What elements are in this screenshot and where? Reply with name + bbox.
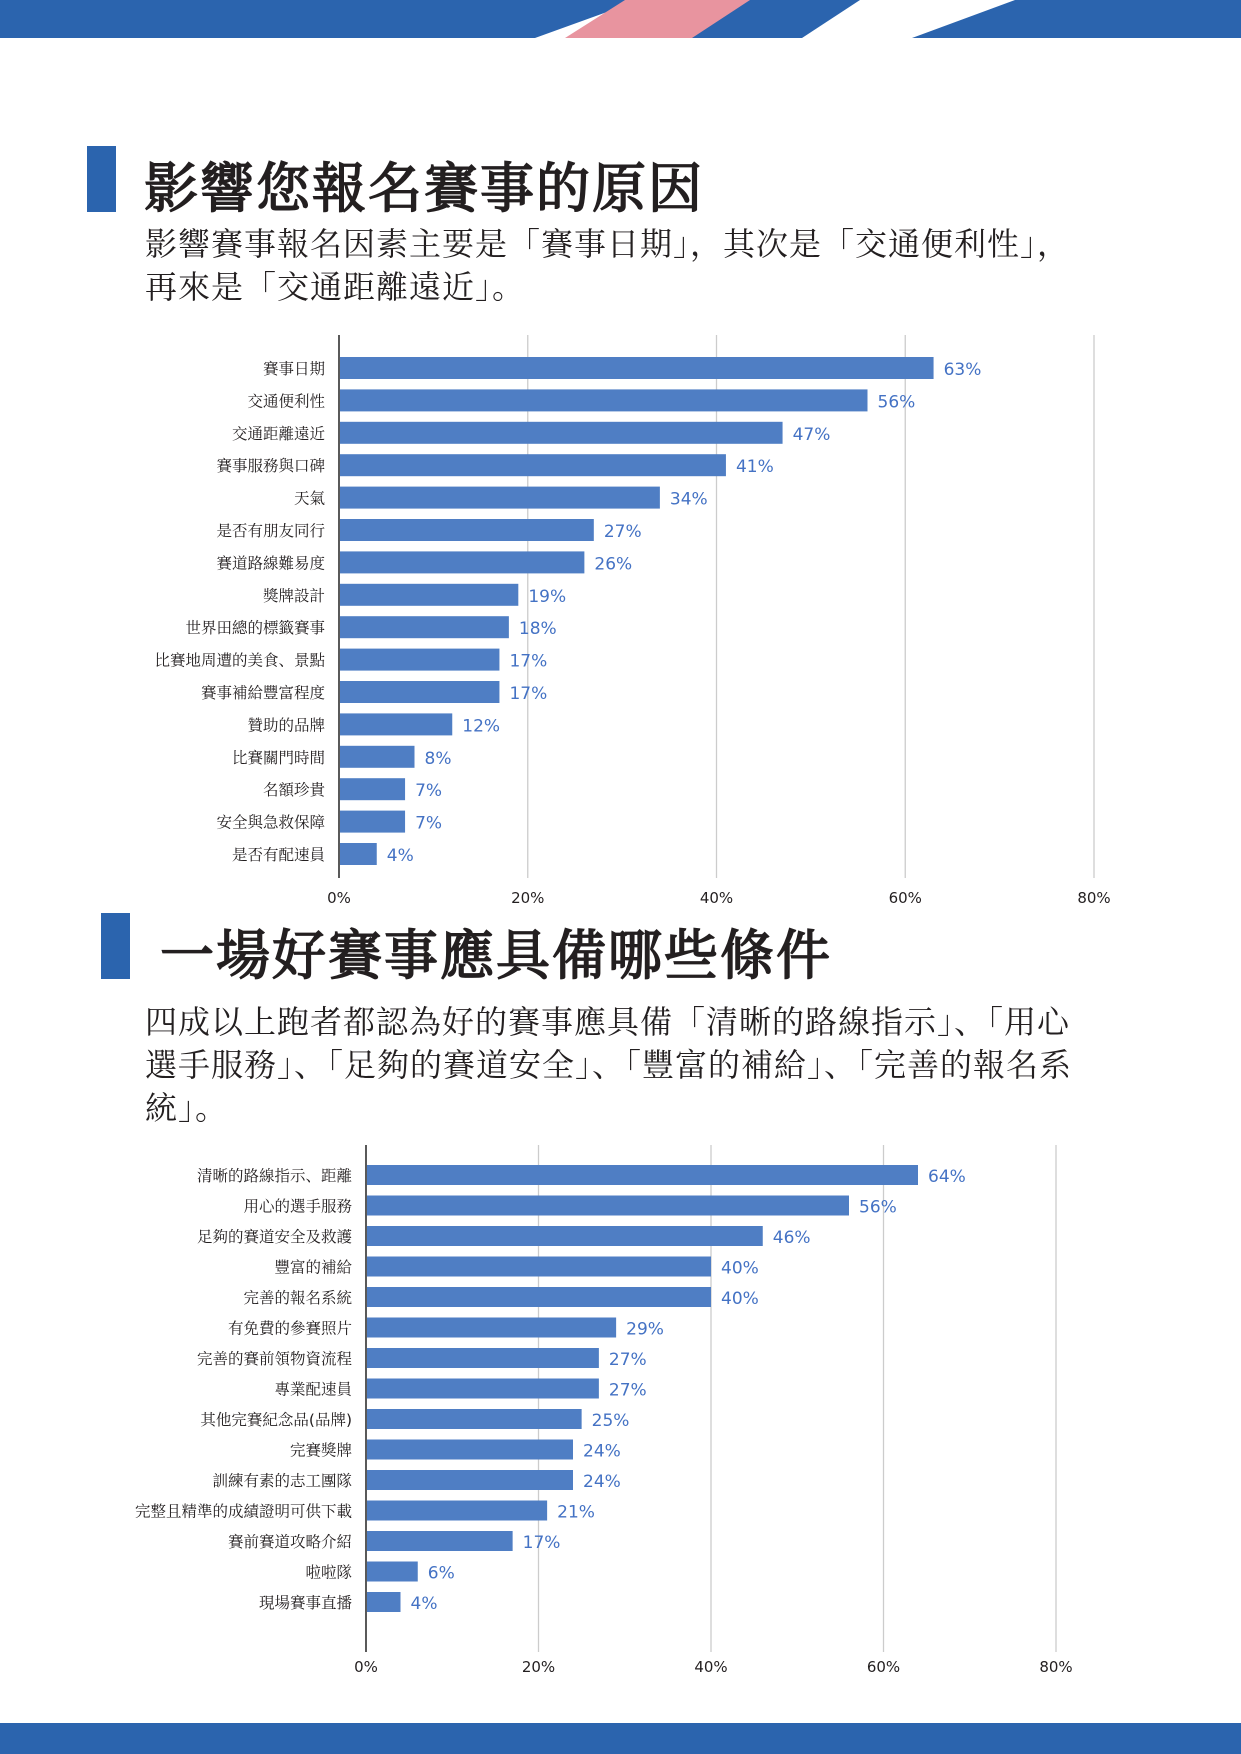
category-label: 贊助的品牌 (247, 716, 325, 735)
category-label: 安全與急救保障 (216, 813, 325, 832)
category-label: 足夠的賽道安全及救護 (196, 1228, 352, 1246)
value-label: 64% (928, 1167, 966, 1187)
category-label: 賽事補給豐富程度 (200, 684, 325, 702)
bar (340, 584, 518, 606)
bar (340, 649, 499, 671)
category-label: 賽事日期 (262, 360, 325, 378)
category-label: 賽道路線難易度 (216, 554, 325, 573)
section1-title: 影響您報名賽事的原因 (144, 157, 704, 220)
x-tick-label: 20% (511, 889, 545, 907)
x-tick-label: 20% (521, 1658, 556, 1676)
bar (340, 487, 660, 509)
category-label: 訓練有素的志工團隊 (212, 1472, 352, 1490)
value-label: 7% (415, 813, 443, 834)
category-label: 豐富的補給 (274, 1258, 352, 1277)
bar (340, 422, 783, 444)
bottom-decorative-band (0, 1723, 1241, 1754)
section1-marker (87, 146, 116, 212)
bar (340, 811, 405, 833)
bar (367, 1501, 547, 1521)
category-label: 用心的選手服務 (243, 1197, 352, 1216)
value-label: 29% (626, 1319, 664, 1340)
bar (367, 1562, 418, 1582)
bar (367, 1226, 763, 1246)
category-label: 是否有朋友同行 (216, 522, 325, 540)
x-tick-label: 80% (1039, 1658, 1073, 1676)
value-label: 46% (772, 1228, 811, 1248)
chart-good-race-conditions (0, 1150, 1241, 1680)
value-label: 4% (386, 846, 414, 866)
bar (367, 1592, 401, 1612)
x-tick-label: 0% (327, 889, 351, 907)
category-label: 賽事服務與口碑 (216, 457, 325, 476)
category-label: 專業配速員 (274, 1380, 352, 1399)
bar (340, 389, 868, 411)
category-label: 賽前賽道攻略介紹 (227, 1533, 352, 1551)
value-label: 40% (721, 1258, 759, 1279)
category-label: 完賽獎牌 (289, 1441, 352, 1460)
bar (340, 454, 726, 476)
section2-description: 四成以上跑者都認為好的賽事應具備「清晰的路線指示」、「用心選手服務」、「足夠的賽道安全」、「豐富的補給」、「完善的報名系統」。 (145, 1003, 1073, 1127)
category-label: 啦啦隊 (305, 1563, 352, 1582)
bar (340, 616, 509, 638)
value-label: 56% (877, 392, 916, 413)
bar (367, 1348, 599, 1368)
value-label: 27% (603, 522, 642, 542)
bar (367, 1196, 849, 1216)
value-label: 24% (583, 1472, 621, 1492)
bar (340, 713, 452, 735)
section2-title: 一場好賽事應具備哪些條件 (160, 924, 832, 987)
value-label: 34% (669, 489, 708, 510)
value-label: 18% (518, 619, 557, 640)
category-label: 比賽關門時間 (231, 748, 325, 767)
value-label: 17% (509, 651, 548, 672)
category-label: 完善的報名系統 (243, 1289, 352, 1307)
category-label: 天氣 (293, 489, 325, 508)
category-label: 完整且精準的成績證明可供下載 (134, 1502, 352, 1521)
category-label: 現場賽事直播 (258, 1594, 352, 1612)
category-label: 清晰的路線指示、距離 (196, 1167, 352, 1185)
value-label: 6% (427, 1563, 455, 1584)
bar (367, 1165, 918, 1185)
category-label: 獎牌設計 (262, 586, 325, 605)
section2-marker (101, 913, 130, 979)
bar (340, 551, 584, 573)
value-label: 17% (522, 1533, 561, 1553)
value-label: 24% (583, 1441, 621, 1462)
bar (340, 519, 594, 541)
value-label: 8% (424, 748, 452, 769)
value-label: 12% (462, 716, 501, 737)
chart-registration-factors (0, 340, 1241, 907)
bar (340, 778, 405, 800)
category-label: 世界田總的標籤賽事 (185, 619, 325, 638)
category-label: 其他完賽紀念品(品牌) (200, 1411, 352, 1429)
x-tick-label: 0% (354, 1658, 378, 1676)
value-label: 40% (721, 1289, 759, 1309)
value-label: 47% (792, 424, 831, 445)
bar (340, 681, 499, 703)
category-label: 比賽地周遭的美食、景點 (154, 651, 325, 670)
bar (340, 357, 934, 379)
value-label: 63% (943, 360, 982, 380)
category-label: 交通便利性 (247, 392, 325, 411)
value-label: 7% (415, 781, 443, 802)
bar (367, 1379, 599, 1399)
value-label: 26% (594, 554, 633, 575)
x-tick-label: 40% (694, 1658, 728, 1676)
section1-description: 影響賽事報名因素主要是「賽事日期」，其次是「交通便利性」，再來是「交通距離遠近」。 (145, 225, 1071, 306)
bar (367, 1531, 513, 1551)
category-label: 是否有配速員 (231, 846, 325, 864)
bar (367, 1470, 573, 1490)
value-label: 19% (528, 586, 567, 607)
category-label: 有免費的參賽照片 (227, 1319, 352, 1338)
x-tick-label: 80% (1077, 889, 1111, 907)
value-label: 41% (735, 457, 774, 478)
value-label: 56% (859, 1197, 897, 1218)
value-label: 27% (608, 1380, 647, 1401)
value-label: 25% (591, 1411, 630, 1431)
category-label: 名額珍貴 (262, 781, 325, 800)
value-label: 21% (557, 1502, 595, 1523)
x-tick-label: 60% (866, 1658, 901, 1676)
x-tick-label: 60% (888, 889, 922, 907)
x-tick-label: 40% (699, 889, 734, 907)
bar (367, 1409, 582, 1429)
category-label: 完善的賽前領物資流程 (196, 1350, 352, 1368)
top-decorative-band (0, 0, 1241, 38)
bar (367, 1287, 711, 1307)
value-label: 17% (509, 684, 548, 704)
bar (340, 843, 377, 865)
value-label: 4% (410, 1594, 438, 1614)
category-label: 交通距離遠近 (231, 424, 325, 443)
bar (340, 746, 415, 768)
bar (367, 1440, 573, 1460)
value-label: 27% (608, 1350, 647, 1370)
bar (367, 1318, 616, 1338)
bar (367, 1257, 711, 1277)
